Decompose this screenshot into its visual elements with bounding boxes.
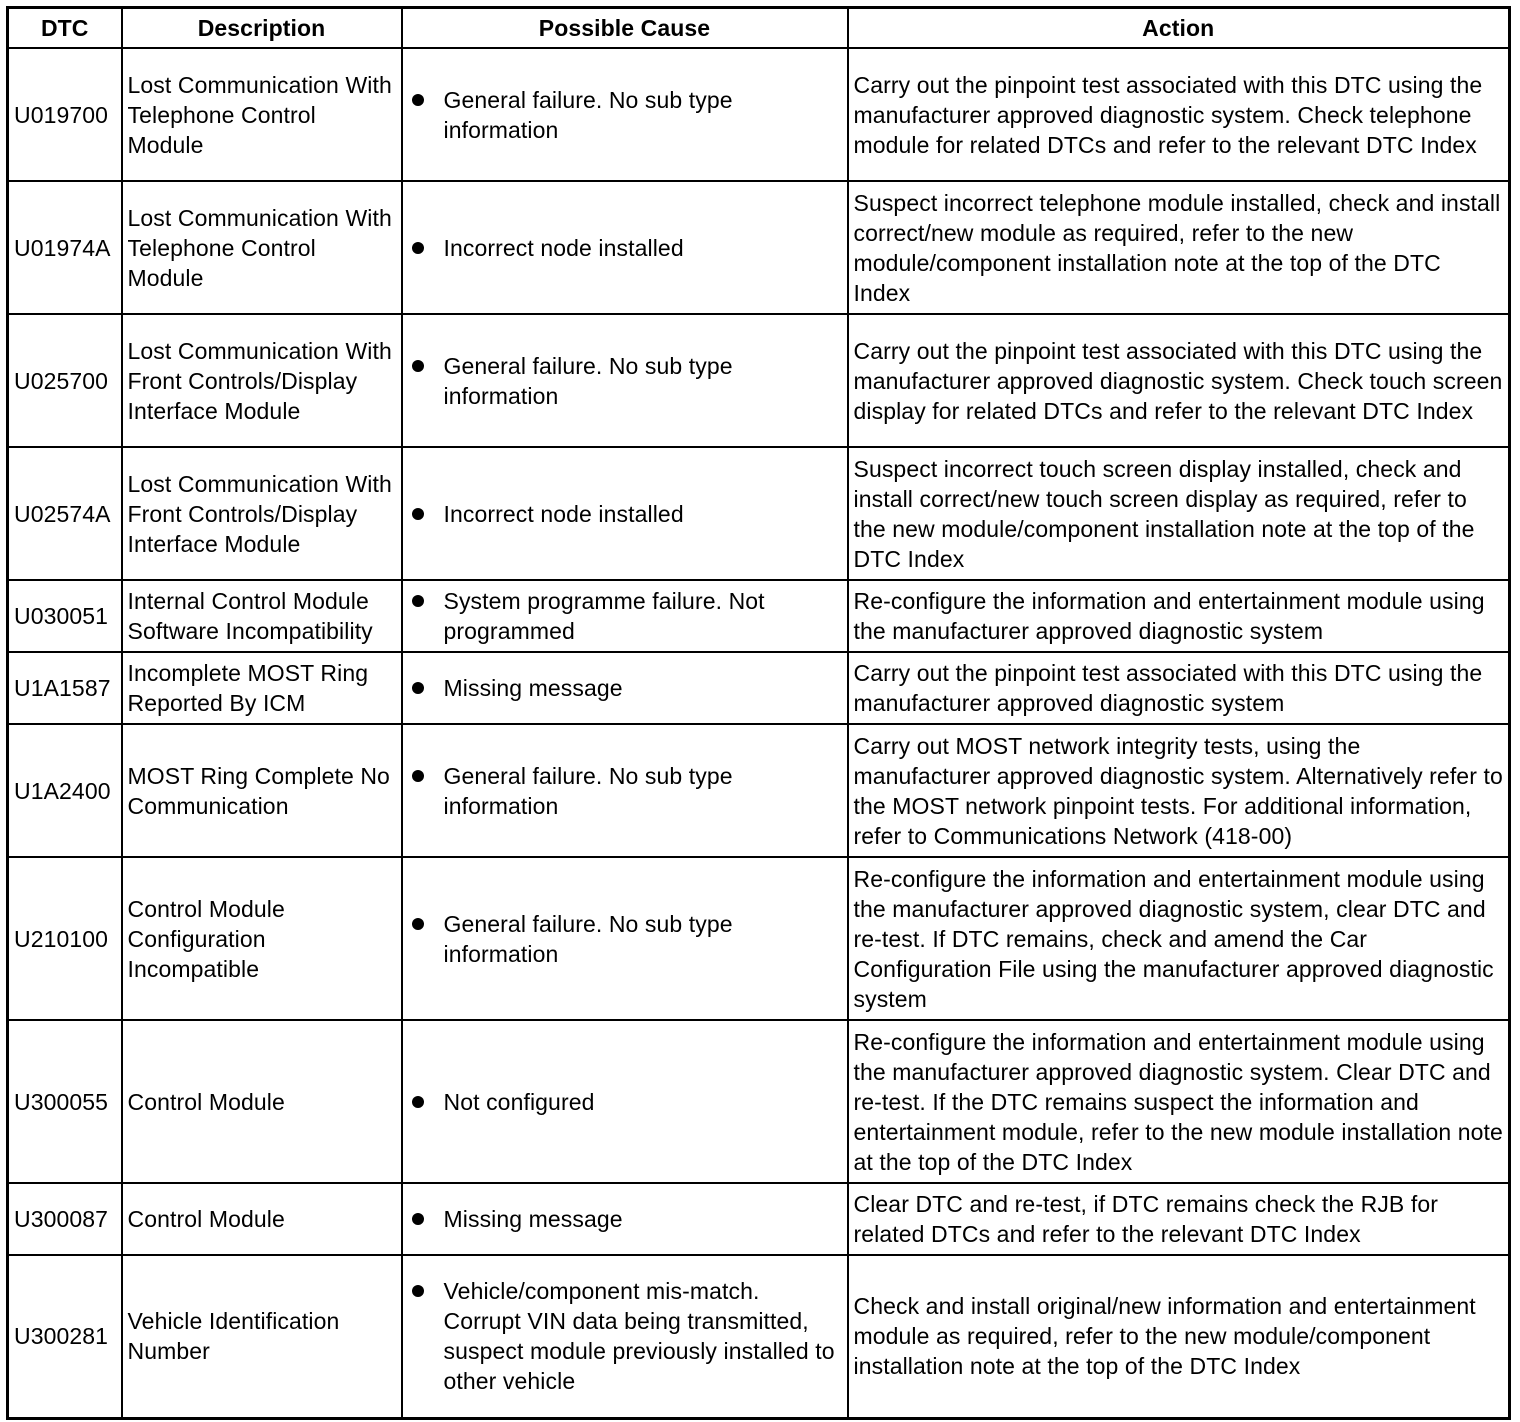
cause-text: Vehicle/component mis-match. Corrupt VIN data being transmitted, suspect module previously installed to other vehicle <box>443 1278 835 1395</box>
description-cell: Lost Communication With Telephone Control Module <box>122 181 402 314</box>
cause-text: System programme failure. Not programmed <box>443 588 765 644</box>
action-cell: Carry out MOST network integrity tests, using the manufacturer approved diagnostic system. Alternatively refer to the MOST network pinpoint tests. For additional information, refer to Communications Network (418-00) <box>848 724 1510 857</box>
bullet-icon <box>412 508 424 520</box>
header-action: Action <box>848 8 1510 49</box>
cause-text: General failure. No sub type information <box>443 352 733 409</box>
dtc-code: U019700 <box>8 48 122 181</box>
cause-list-item <box>408 351 842 411</box>
description-cell: Internal Control Module Software Incompatibility <box>122 580 402 652</box>
dtc-code: U300281 <box>8 1255 122 1418</box>
cause-cell <box>402 1020 848 1183</box>
bullet-icon <box>412 360 424 372</box>
action-cell: Re-configure the information and entertainment module using the manufacturer approved diagnostic system <box>848 580 1510 652</box>
bullet-icon <box>412 918 424 930</box>
dtc-table <box>6 6 1511 1420</box>
header-row <box>8 8 1510 49</box>
dtc-code: U1A1587 <box>8 652 122 724</box>
table-row <box>8 652 1510 724</box>
table-body <box>8 48 1510 1418</box>
table-row <box>8 724 1510 857</box>
action-cell: Carry out the pinpoint test associated with this DTC using the manufacturer approved diagnostic system <box>848 652 1510 724</box>
table-row <box>8 48 1510 181</box>
cause-list-item <box>408 673 842 703</box>
cause-list-item <box>408 499 842 529</box>
bullet-icon <box>412 94 424 106</box>
cause-cell <box>402 314 848 447</box>
description-cell: Lost Communication With Front Controls/Display Interface Module <box>122 447 402 580</box>
bullet-icon <box>412 1096 424 1108</box>
cause-list-item <box>408 586 842 646</box>
cause-text: General failure. No sub type information <box>443 910 733 967</box>
action-cell: Clear DTC and re-test, if DTC remains check the RJB for related DTCs and refer to the relevant DTC Index <box>848 1183 1510 1255</box>
table-row <box>8 857 1510 1020</box>
cause-cell <box>402 181 848 314</box>
table-header <box>8 8 1510 49</box>
action-cell: Suspect incorrect touch screen display installed, check and install correct/new touch screen display as required, refer to the new module/component installation note at the top of the DTC Index <box>848 447 1510 580</box>
dtc-code: U1A2400 <box>8 724 122 857</box>
table-row <box>8 447 1510 580</box>
cause-cell <box>402 580 848 652</box>
description-cell: MOST Ring Complete No Communication <box>122 724 402 857</box>
cause-text: General failure. No sub type information <box>443 86 733 143</box>
action-cell: Check and install original/new information and entertainment module as required, refer to the new module/component installation note at the top of the DTC Index <box>848 1255 1510 1418</box>
bullet-icon <box>412 682 424 694</box>
description-cell: Lost Communication With Telephone Control Module <box>122 48 402 181</box>
table-row <box>8 181 1510 314</box>
cause-cell <box>402 652 848 724</box>
description-cell: Control Module Configuration Incompatible <box>122 857 402 1020</box>
cause-cell <box>402 48 848 181</box>
action-cell: Suspect incorrect telephone module installed, check and install correct/new module as required, refer to the new module/component installation note at the top of the DTC Index <box>848 181 1510 314</box>
table-row <box>8 1183 1510 1255</box>
cause-cell <box>402 1183 848 1255</box>
cause-text: Not configured <box>443 1088 595 1115</box>
cause-cell <box>402 447 848 580</box>
description-cell: Incomplete MOST Ring Reported By ICM <box>122 652 402 724</box>
cause-list-item <box>408 761 842 821</box>
bullet-icon <box>412 242 424 254</box>
cause-cell <box>402 724 848 857</box>
cause-text: Incorrect node installed <box>443 500 684 527</box>
dtc-code: U01974A <box>8 181 122 314</box>
action-cell: Carry out the pinpoint test associated with this DTC using the manufacturer approved diagnostic system. Check touch screen display for related DTCs and refer to the relevant DTC Index <box>848 314 1510 447</box>
header-dtc: DTC <box>8 8 122 49</box>
dtc-code: U02574A <box>8 447 122 580</box>
cause-text: General failure. No sub type information <box>443 762 733 819</box>
cause-text: Incorrect node installed <box>443 234 684 261</box>
cause-cell <box>402 857 848 1020</box>
cause-text: Missing message <box>443 1206 623 1232</box>
cause-list-item <box>408 909 842 969</box>
dtc-code: U210100 <box>8 857 122 1020</box>
table-row <box>8 1020 1510 1183</box>
table-row <box>8 314 1510 447</box>
dtc-code: U025700 <box>8 314 122 447</box>
dtc-code: U030051 <box>8 580 122 652</box>
cause-list-item <box>408 1276 842 1396</box>
cause-text: Missing message <box>443 675 623 701</box>
bullet-icon <box>412 595 424 607</box>
bullet-icon <box>412 1285 424 1297</box>
dtc-code: U300087 <box>8 1183 122 1255</box>
header-description: Description <box>122 8 402 49</box>
cause-cell <box>402 1255 848 1418</box>
action-cell: Carry out the pinpoint test associated with this DTC using the manufacturer approved diagnostic system. Check telephone module for related DTCs and refer to the relevant DTC Index <box>848 48 1510 181</box>
action-cell: Re-configure the information and entertainment module using the manufacturer approved diagnostic system. Clear DTC and re-test. If the DTC remains suspect the information and entertainment module, refer to the new module installation note at the top of the DTC Index <box>848 1020 1510 1183</box>
cause-list-item <box>408 1204 842 1234</box>
header-possible-cause: Possible Cause <box>402 8 848 49</box>
cause-list-item <box>408 233 842 263</box>
cause-list-item <box>408 1087 842 1117</box>
bullet-icon <box>412 770 424 782</box>
description-cell: Lost Communication With Front Controls/Display Interface Module <box>122 314 402 447</box>
table-row <box>8 1255 1510 1418</box>
cause-list-item <box>408 85 842 145</box>
dtc-code: U300055 <box>8 1020 122 1183</box>
description-cell: Control Module <box>122 1020 402 1183</box>
description-cell: Control Module <box>122 1183 402 1255</box>
table-row <box>8 580 1510 652</box>
description-cell: Vehicle Identification Number <box>122 1255 402 1418</box>
bullet-icon <box>412 1213 424 1225</box>
action-cell: Re-configure the information and entertainment module using the manufacturer approved diagnostic system, clear DTC and re-test. If DTC remains, check and amend the Car Configuration File using the manufacturer approved diagnostic system <box>848 857 1510 1020</box>
